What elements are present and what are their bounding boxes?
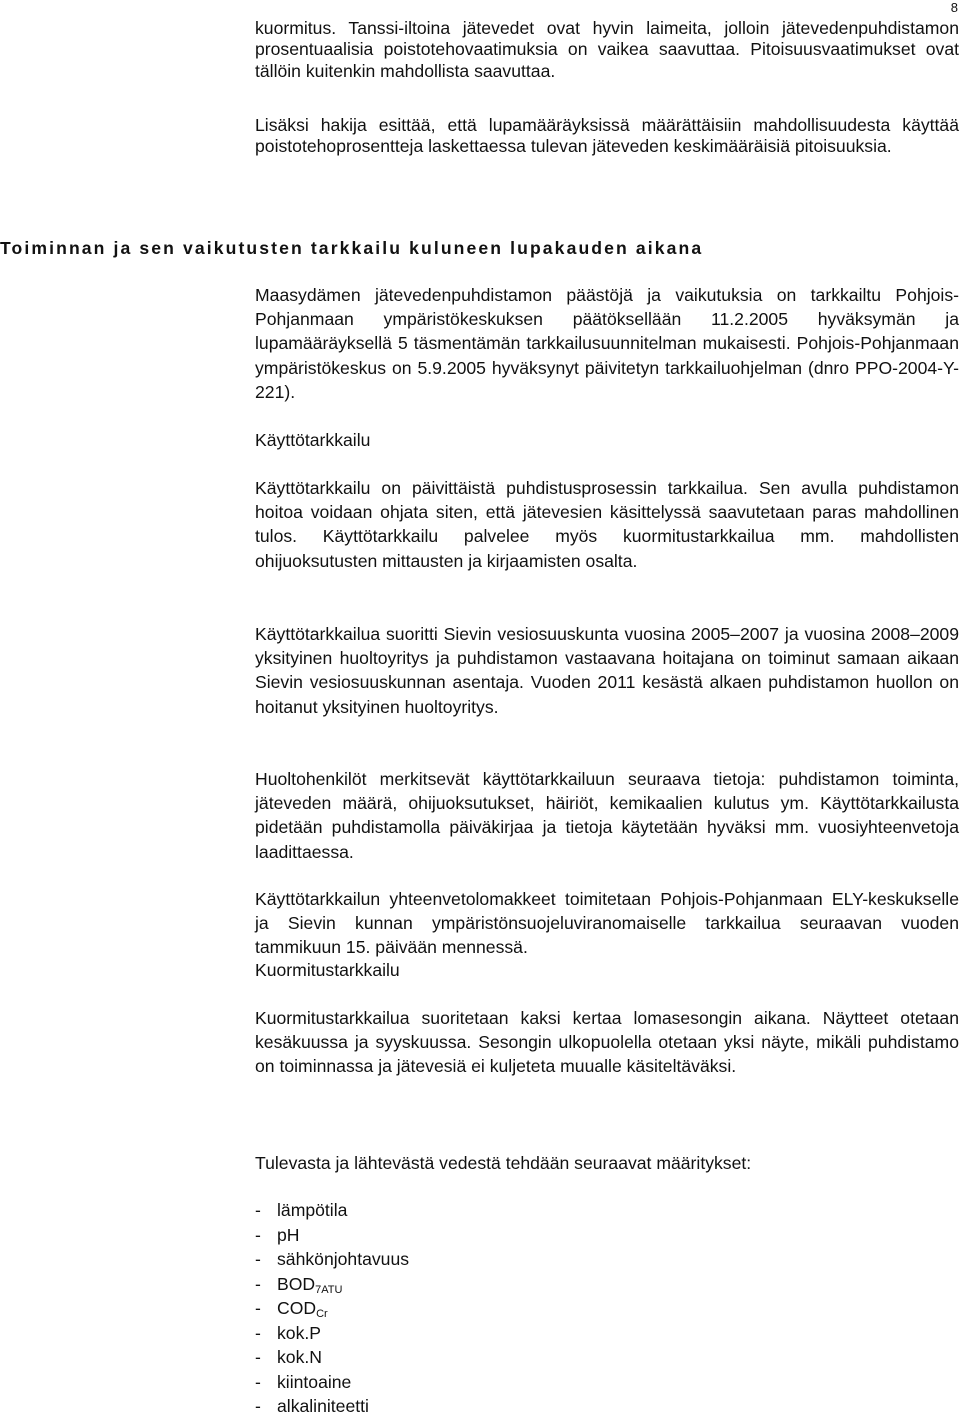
list-dash: - <box>255 1347 261 1367</box>
list-dash: - <box>255 1249 261 1269</box>
list-item <box>255 1296 409 1321</box>
list-item-text: alkaliniteetti <box>277 1396 369 1416</box>
paragraph-kayttotarkkailu-intro: Käyttötarkkailu on päivittäistä puhdistusprosessin tarkkailua. Sen avulla puhdistamon hoitoa voidaan ohjata siten, että jätevesien käsittelyssä saavutetaan paras mahdollinen tulos. Käyttötarkkailu palvelee myös kuormitustarkkailua mm. mahdollisten ohijuoksutusten mittausten ja kirjaamisten osalta. <box>255 478 959 571</box>
list-dash: - <box>255 1224 261 1245</box>
list-item <box>255 1272 409 1297</box>
subheading-kayttotarkkailu: Käyttötarkkailu <box>255 430 371 450</box>
list-item-text: pH <box>277 1224 300 1245</box>
list-item <box>255 1394 409 1419</box>
list-dash: - <box>255 1396 261 1416</box>
list-item-text: lämpötila <box>277 1200 348 1220</box>
section-heading: Toiminnan ja sen vaikutusten tarkkailu kuluneen lupakauden aikana <box>0 238 704 258</box>
list-item-text: sähkönjohtavuus <box>277 1249 410 1269</box>
determination-list <box>255 1198 409 1419</box>
list-item <box>255 1247 409 1272</box>
list-item-text: kiintoaine <box>277 1371 352 1392</box>
list-item <box>255 1321 409 1346</box>
paragraph-kuormitustarkkailu: Kuormitustarkkailua suoritetaan kaksi kertaa lomasesongin aikana. Näytteet otetaan kesäkuussa ja syyskuussa. Sesongin ulkopuolella otetaan yksi näyte, mikäli puhdistamo on toiminnassa ja jätevesiä ei kuljeteta muualle käsiteltäväksi. <box>255 1008 959 1077</box>
subheading-kuormitustarkkailu: Kuormitustarkkailu <box>255 960 400 980</box>
paragraph-kuormitus: kuormitus. Tanssi-iltoina jätevedet ovat hyvin laimeita, jolloin jätevedenpuhdistamon prosentuaalisia poistotehovaatimuksia on vaikea saavuttaa. Pitoisuusvaatimukset ovat tällöin kuitenkin mahdollista saavuttaa. <box>255 18 959 81</box>
paragraph-huoltohenkilot: Huoltohenkilöt merkitsevät käyttötarkkailuun seuraava tietoja: puhdistamon toiminta, jäteveden määrä, ohijuoksutukset, häiriöt, kemikaalien kulutus ym. Käyttötarkkailusta pidetään puhdistamolla päiväkirjaa ja tietoja käytetään hyväksi mm. vuosiyhteenvetoja laadittaessa. <box>255 769 959 862</box>
list-dash: - <box>255 1371 261 1392</box>
paragraph-tarkkailu: Maasydämen jätevedenpuhdistamon päästöjä ja vaikutuksia on tarkkailtu Pohjois-Pohjanmaan ympäristökeskuksen päätöksellään 11.2.2005 hyväksymän ja lupamääräyksellä 5 täsmentämän tarkkailusuunnitelman mukaisesti. Pohjois-Pohjanmaan ympäristökeskus on 5.9.2005 hyväksynyt päivitetyn tarkkailuohjelman (dnro PPO-2004-Y-221). <box>255 285 959 402</box>
page-number: 8 <box>950 0 958 15</box>
list-item <box>255 1370 409 1395</box>
list-item-text: kok.P <box>277 1322 322 1343</box>
list-item <box>255 1345 409 1370</box>
list-item-text: kok.N <box>277 1347 322 1367</box>
list-item <box>255 1223 409 1248</box>
list-dash: - <box>255 1322 261 1343</box>
list-dash: - <box>255 1200 261 1220</box>
paragraph-yhteenveto: Käyttötarkkailun yhteenvetolomakkeet toimitetaan Pohjois-Pohjanmaan ELY-keskukselle ja Sievin kunnan ympäristönsuojeluviranomaiselle tarkkailua seuraavan vuoden tammikuun 15. päivään mennessä. <box>255 889 959 958</box>
paragraph-kayttotarkkailu-history: Käyttötarkkailua suoritti Sievin vesiosuuskunta vuosina 2005–2007 ja vuosina 2008–2009 yksityinen huoltoyritys ja puhdistamon vastaavana hoitajana on toiminut samaan aikaan Sievin vesiosuuskunnan asentaja. Vuoden 2011 kesästä alkaen puhdistamon huollon on hoitanut yksityinen huoltoyritys. <box>255 624 959 717</box>
list-dash: - <box>255 1273 261 1294</box>
list-item-text: COD <box>277 1298 317 1318</box>
paragraph-maaritykset-intro: Tulevasta ja lähtevästä vedestä tehdään seuraavat määritykset: <box>255 1153 752 1173</box>
list-item-subscript: 7ATU <box>315 1283 343 1296</box>
list-item-text: BOD <box>277 1273 316 1294</box>
paragraph-hakija: Lisäksi hakija esittää, että lupamääräyksissä määrättäisiin mahdollisuudesta käyttää poistotehoprosentteja laskettaessa tulevan jäteveden keskimääräisiä pitoisuuksia. <box>255 115 959 157</box>
list-item <box>255 1198 409 1223</box>
list-dash: - <box>255 1298 261 1318</box>
list-item-subscript: Cr <box>316 1308 328 1320</box>
